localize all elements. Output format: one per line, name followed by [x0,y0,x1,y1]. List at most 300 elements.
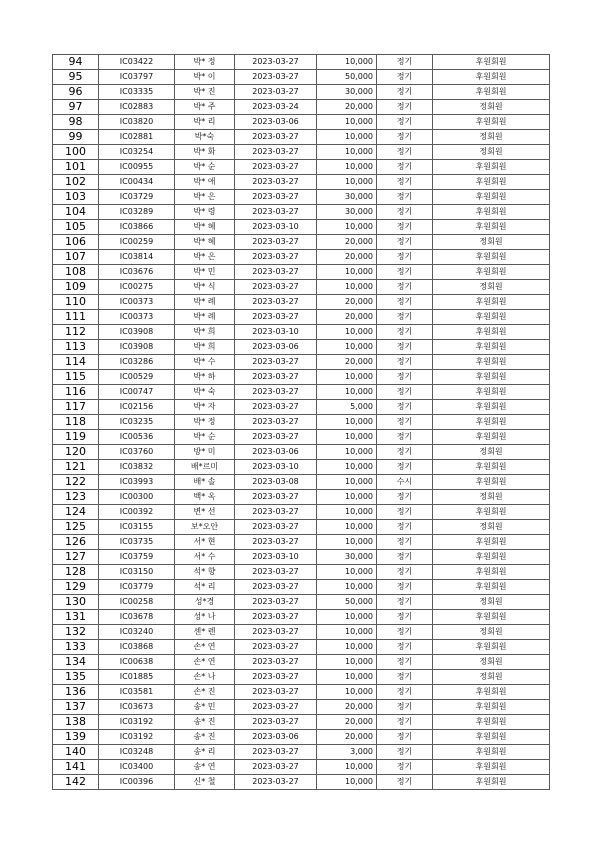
donor-name-cell: 송* 연 [175,760,235,775]
row-number-cell: 119 [53,430,99,445]
donation-type-cell: 정기 [377,220,433,235]
table-row [53,505,550,520]
table-row [53,310,550,325]
table-row [53,130,550,145]
row-number-cell: 131 [53,610,99,625]
donor-name-cell: 박* 리 [175,115,235,130]
row-number-cell: 125 [53,520,99,535]
donation-type-cell: 정기 [377,715,433,730]
table-row [53,580,550,595]
donation-type-cell: 정기 [377,415,433,430]
donor-id-cell: IC03286 [99,355,175,370]
table-row [53,655,550,670]
donor-id-cell: IC03908 [99,340,175,355]
donor-id-cell: IC03192 [99,730,175,745]
row-number-cell: 118 [53,415,99,430]
table-row [53,70,550,85]
donation-type-cell: 정기 [377,250,433,265]
table-row [53,205,550,220]
donation-amount-cell: 10,000 [317,460,377,475]
donation-date-cell: 2023-03-27 [235,400,317,415]
donor-name-cell: 성* 나 [175,610,235,625]
table-row [53,565,550,580]
member-type-cell: 후원회원 [433,700,550,715]
donation-type-cell: 정기 [377,700,433,715]
donation-type-cell: 정기 [377,145,433,160]
row-number-cell: 108 [53,265,99,280]
donor-name-cell: 박* 례 [175,295,235,310]
table-row [53,265,550,280]
member-type-cell: 후원회원 [433,610,550,625]
donation-type-cell: 정기 [377,775,433,790]
donation-type-cell: 정기 [377,160,433,175]
donor-id-cell: IC03400 [99,760,175,775]
donor-id-cell: IC03235 [99,415,175,430]
donor-id-cell: IC03814 [99,250,175,265]
table-row [53,325,550,340]
donor-id-cell: IC03759 [99,550,175,565]
donation-amount-cell: 30,000 [317,85,377,100]
donation-date-cell: 2023-03-27 [235,415,317,430]
row-number-cell: 100 [53,145,99,160]
row-number-cell: 104 [53,205,99,220]
donor-id-cell: IC03581 [99,685,175,700]
donation-type-cell: 정기 [377,235,433,250]
donor-table [52,54,550,790]
member-type-cell: 정회원 [433,130,550,145]
donation-date-cell: 2023-03-10 [235,220,317,235]
member-type-cell: 정회원 [433,280,550,295]
row-number-cell: 127 [53,550,99,565]
donor-id-cell: IC03248 [99,745,175,760]
table-row [53,295,550,310]
donation-date-cell: 2023-03-27 [235,235,317,250]
donation-date-cell: 2023-03-27 [235,685,317,700]
donor-name-cell: 손* 연 [175,640,235,655]
donation-date-cell: 2023-03-08 [235,475,317,490]
donation-type-cell: 정기 [377,130,433,145]
donor-name-cell: 송* 진 [175,730,235,745]
donation-amount-cell: 30,000 [317,205,377,220]
row-number-cell: 134 [53,655,99,670]
donor-id-cell: IC03289 [99,205,175,220]
row-number-cell: 101 [53,160,99,175]
donation-type-cell: 정기 [377,310,433,325]
row-number-cell: 123 [53,490,99,505]
donation-amount-cell: 10,000 [317,475,377,490]
row-number-cell: 121 [53,460,99,475]
donation-type-cell: 정기 [377,670,433,685]
donor-name-cell: 박* 식 [175,280,235,295]
donation-type-cell: 정기 [377,625,433,640]
donor-name-cell: 박* 이 [175,70,235,85]
table-row [53,775,550,790]
donor-id-cell: IC03735 [99,535,175,550]
donation-amount-cell: 10,000 [317,610,377,625]
donation-type-cell: 정기 [377,460,433,475]
donation-amount-cell: 10,000 [317,760,377,775]
donation-date-cell: 2023-03-27 [235,505,317,520]
donor-name-cell: 박* 은 [175,190,235,205]
row-number-cell: 142 [53,775,99,790]
donation-date-cell: 2023-03-27 [235,745,317,760]
donation-type-cell: 정기 [377,190,433,205]
member-type-cell: 후원회원 [433,115,550,130]
donor-id-cell: IC03192 [99,715,175,730]
donation-amount-cell: 20,000 [317,730,377,745]
donor-id-cell: IC00259 [99,235,175,250]
member-type-cell: 후원회원 [433,85,550,100]
donor-id-cell: IC03673 [99,700,175,715]
donor-id-cell: IC03779 [99,580,175,595]
donation-date-cell: 2023-03-27 [235,535,317,550]
table-row [53,550,550,565]
member-type-cell: 정회원 [433,490,550,505]
row-number-cell: 99 [53,130,99,145]
table-row [53,670,550,685]
member-type-cell: 후원회원 [433,205,550,220]
member-type-cell: 후원회원 [433,370,550,385]
donor-name-cell: 박* 희 [175,325,235,340]
donor-name-cell: 박* 은 [175,250,235,265]
row-number-cell: 133 [53,640,99,655]
donor-name-cell: 박* 숙 [175,385,235,400]
donation-amount-cell: 10,000 [317,775,377,790]
table-row [53,415,550,430]
donor-name-cell: 서* 수 [175,550,235,565]
donor-name-cell: 박* 진 [175,85,235,100]
member-type-cell: 정회원 [433,235,550,250]
table-row [53,250,550,265]
donation-amount-cell: 10,000 [317,325,377,340]
table-row [53,490,550,505]
table-row [53,760,550,775]
member-type-cell: 후원회원 [433,430,550,445]
row-number-cell: 130 [53,595,99,610]
donor-id-cell: IC03797 [99,70,175,85]
member-type-cell: 후원회원 [433,565,550,580]
row-number-cell: 114 [53,355,99,370]
row-number-cell: 110 [53,295,99,310]
donation-type-cell: 정기 [377,280,433,295]
donation-date-cell: 2023-03-27 [235,205,317,220]
member-type-cell: 후원회원 [433,220,550,235]
table-row [53,160,550,175]
table-row [53,535,550,550]
row-number-cell: 103 [53,190,99,205]
row-number-cell: 138 [53,715,99,730]
donor-name-cell: 배*르미 [175,460,235,475]
donation-amount-cell: 20,000 [317,310,377,325]
donation-type-cell: 정기 [377,400,433,415]
row-number-cell: 122 [53,475,99,490]
row-number-cell: 126 [53,535,99,550]
donor-id-cell: IC03676 [99,265,175,280]
table-row [53,730,550,745]
table-row [53,55,550,70]
table-row [53,385,550,400]
donor-name-cell: 박* 자 [175,400,235,415]
donation-amount-cell: 20,000 [317,235,377,250]
row-number-cell: 124 [53,505,99,520]
donor-id-cell: IC00955 [99,160,175,175]
donation-amount-cell: 10,000 [317,265,377,280]
donor-name-cell: 석* 리 [175,580,235,595]
donation-amount-cell: 10,000 [317,640,377,655]
donation-amount-cell: 10,000 [317,655,377,670]
member-type-cell: 후원회원 [433,715,550,730]
member-type-cell: 후원회원 [433,775,550,790]
donor-name-cell: 보*오안 [175,520,235,535]
donor-id-cell: IC00258 [99,595,175,610]
donor-id-cell: IC00275 [99,280,175,295]
donation-type-cell: 수시 [377,475,433,490]
donation-type-cell: 정기 [377,610,433,625]
row-number-cell: 139 [53,730,99,745]
donation-type-cell: 정기 [377,655,433,670]
donation-amount-cell: 3,000 [317,745,377,760]
donation-date-cell: 2023-03-27 [235,370,317,385]
donation-type-cell: 정기 [377,760,433,775]
donation-date-cell: 2023-03-27 [235,160,317,175]
donor-name-cell: 서* 현 [175,535,235,550]
donation-amount-cell: 10,000 [317,175,377,190]
table-row [53,175,550,190]
donation-date-cell: 2023-03-24 [235,100,317,115]
donation-type-cell: 정기 [377,565,433,580]
table-row [53,235,550,250]
donation-date-cell: 2023-03-27 [235,490,317,505]
member-type-cell: 후원회원 [433,685,550,700]
donation-type-cell: 정기 [377,745,433,760]
row-number-cell: 137 [53,700,99,715]
member-type-cell: 후원회원 [433,745,550,760]
member-type-cell: 후원회원 [433,295,550,310]
row-number-cell: 107 [53,250,99,265]
donor-id-cell: IC02881 [99,130,175,145]
donation-date-cell: 2023-03-27 [235,145,317,160]
donor-id-cell: IC03678 [99,610,175,625]
donation-amount-cell: 20,000 [317,250,377,265]
donor-name-cell: 박* 령 [175,205,235,220]
donation-date-cell: 2023-03-27 [235,655,317,670]
donation-amount-cell: 20,000 [317,100,377,115]
table-row [53,115,550,130]
row-number-cell: 117 [53,400,99,415]
row-number-cell: 109 [53,280,99,295]
donation-date-cell: 2023-03-27 [235,775,317,790]
donation-date-cell: 2023-03-10 [235,325,317,340]
table-row [53,220,550,235]
donor-id-cell: IC03868 [99,640,175,655]
donor-id-cell: IC03150 [99,565,175,580]
donor-name-cell: 박*숙 [175,130,235,145]
row-number-cell: 112 [53,325,99,340]
row-number-cell: 129 [53,580,99,595]
table-row [53,460,550,475]
donation-type-cell: 정기 [377,295,433,310]
donor-id-cell: IC00434 [99,175,175,190]
donation-amount-cell: 10,000 [317,535,377,550]
donation-type-cell: 정기 [377,340,433,355]
donor-name-cell: 박* 화 [175,145,235,160]
donation-date-cell: 2023-03-27 [235,760,317,775]
donation-type-cell: 정기 [377,730,433,745]
table-row [53,520,550,535]
donation-amount-cell: 10,000 [317,130,377,145]
donation-amount-cell: 10,000 [317,520,377,535]
donation-amount-cell: 10,000 [317,565,377,580]
donation-amount-cell: 10,000 [317,505,377,520]
table-row [53,85,550,100]
donor-name-cell: 박* 희 [175,340,235,355]
table-row [53,100,550,115]
donation-amount-cell: 10,000 [317,670,377,685]
table-row [53,610,550,625]
donation-date-cell: 2023-03-27 [235,250,317,265]
donor-id-cell: IC03422 [99,55,175,70]
donation-amount-cell: 10,000 [317,220,377,235]
donation-amount-cell: 5,000 [317,400,377,415]
member-type-cell: 정회원 [433,625,550,640]
table-row [53,715,550,730]
donor-id-cell: IC00373 [99,310,175,325]
member-type-cell: 후원회원 [433,385,550,400]
table-row [53,370,550,385]
table-row [53,280,550,295]
donor-name-cell: 박* 순 [175,160,235,175]
donation-date-cell: 2023-03-27 [235,715,317,730]
donation-amount-cell: 20,000 [317,355,377,370]
donation-amount-cell: 10,000 [317,115,377,130]
member-type-cell: 정회원 [433,145,550,160]
donation-date-cell: 2023-03-27 [235,700,317,715]
row-number-cell: 128 [53,565,99,580]
member-type-cell: 정회원 [433,520,550,535]
member-type-cell: 정회원 [433,100,550,115]
row-number-cell: 135 [53,670,99,685]
donor-name-cell: 석* 향 [175,565,235,580]
row-number-cell: 98 [53,115,99,130]
member-type-cell: 후원회원 [433,160,550,175]
donation-type-cell: 정기 [377,370,433,385]
donor-name-cell: 박* 혜 [175,235,235,250]
row-number-cell: 95 [53,70,99,85]
donor-id-cell: IC03820 [99,115,175,130]
donation-amount-cell: 10,000 [317,385,377,400]
row-number-cell: 97 [53,100,99,115]
donor-name-cell: 손* 나 [175,670,235,685]
donor-name-cell: 박* 례 [175,310,235,325]
donor-id-cell: IC03832 [99,460,175,475]
donation-type-cell: 정기 [377,355,433,370]
donation-date-cell: 2023-03-27 [235,130,317,145]
row-number-cell: 94 [53,55,99,70]
donation-date-cell: 2023-03-27 [235,310,317,325]
table-row [53,475,550,490]
row-number-cell: 120 [53,445,99,460]
member-type-cell: 후원회원 [433,310,550,325]
donor-name-cell: 성*경 [175,595,235,610]
row-number-cell: 141 [53,760,99,775]
member-type-cell: 정회원 [433,655,550,670]
donation-amount-cell: 20,000 [317,700,377,715]
row-number-cell: 136 [53,685,99,700]
donation-date-cell: 2023-03-27 [235,85,317,100]
member-type-cell: 후원회원 [433,580,550,595]
donor-name-cell: 박* 정 [175,415,235,430]
donor-id-cell: IC00300 [99,490,175,505]
donation-date-cell: 2023-03-27 [235,430,317,445]
donor-name-cell: 박* 주 [175,100,235,115]
donor-name-cell: 박* 수 [175,355,235,370]
row-number-cell: 96 [53,85,99,100]
donation-date-cell: 2023-03-27 [235,670,317,685]
table-row [53,745,550,760]
donor-name-cell: 송* 리 [175,745,235,760]
donation-date-cell: 2023-03-06 [235,445,317,460]
donor-name-cell: 박* 민 [175,265,235,280]
member-type-cell: 후원회원 [433,70,550,85]
donation-amount-cell: 30,000 [317,190,377,205]
row-number-cell: 111 [53,310,99,325]
donation-date-cell: 2023-03-27 [235,640,317,655]
donor-id-cell: IC03254 [99,145,175,160]
donation-date-cell: 2023-03-27 [235,175,317,190]
member-type-cell: 후원회원 [433,175,550,190]
donor-name-cell: 방* 미 [175,445,235,460]
member-type-cell: 정회원 [433,670,550,685]
donor-name-cell: 송* 진 [175,715,235,730]
donation-type-cell: 정기 [377,100,433,115]
member-type-cell: 후원회원 [433,55,550,70]
donor-id-cell: IC02883 [99,100,175,115]
donation-date-cell: 2023-03-27 [235,265,317,280]
row-number-cell: 116 [53,385,99,400]
member-type-cell: 후원회원 [433,415,550,430]
donor-id-cell: IC00392 [99,505,175,520]
donor-id-cell: IC03729 [99,190,175,205]
member-type-cell: 후원회원 [433,550,550,565]
donor-id-cell: IC03866 [99,220,175,235]
donation-date-cell: 2023-03-27 [235,625,317,640]
donation-amount-cell: 10,000 [317,160,377,175]
donor-id-cell: IC03240 [99,625,175,640]
row-number-cell: 140 [53,745,99,760]
donor-id-cell: IC00747 [99,385,175,400]
member-type-cell: 후원회원 [433,340,550,355]
row-number-cell: 115 [53,370,99,385]
donor-id-cell: IC00529 [99,370,175,385]
donor-id-cell: IC00373 [99,295,175,310]
donation-type-cell: 정기 [377,640,433,655]
member-type-cell: 후원회원 [433,535,550,550]
row-number-cell: 132 [53,625,99,640]
donor-name-cell: 박* 혜 [175,220,235,235]
donation-date-cell: 2023-03-27 [235,70,317,85]
donation-type-cell: 정기 [377,265,433,280]
donation-amount-cell: 10,000 [317,625,377,640]
member-type-cell: 정회원 [433,445,550,460]
donor-name-cell: 변* 선 [175,505,235,520]
donation-type-cell: 정기 [377,70,433,85]
donor-name-cell: 송* 민 [175,700,235,715]
donor-name-cell: 박* 정 [175,55,235,70]
donation-date-cell: 2023-03-27 [235,595,317,610]
member-type-cell: 후원회원 [433,760,550,775]
donation-type-cell: 정기 [377,685,433,700]
donation-date-cell: 2023-03-27 [235,190,317,205]
